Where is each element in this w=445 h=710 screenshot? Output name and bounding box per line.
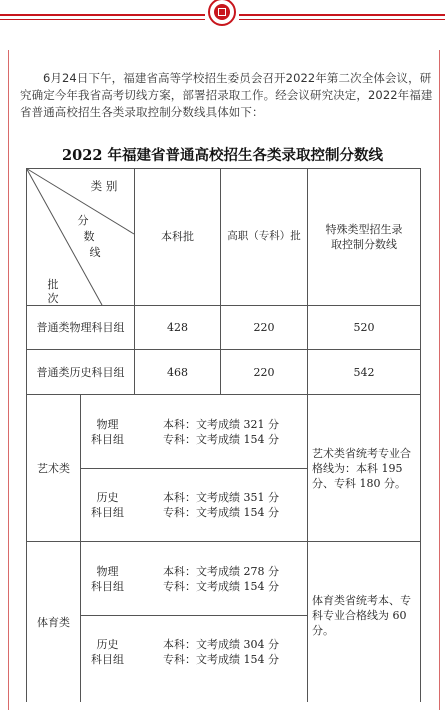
diag-batch-char: 批 — [47, 277, 59, 291]
table-title: 2022 年福建省普通高校招生各类录取控制分数线 — [62, 147, 383, 164]
score-special-history: 542 — [353, 365, 375, 379]
art-note: 艺术类省统考专业合格线为：本科 195 分、专科 180 分。 — [312, 446, 411, 490]
col-divider — [307, 168, 308, 702]
sports-physics-zhuanke: 专科：文考成绩 154 分 — [163, 579, 279, 593]
art-history-zhuanke: 专科：文考成绩 154 分 — [163, 506, 279, 519]
score-table — [26, 168, 421, 702]
col-header-special: 特殊类型招生录取控制分数线 — [325, 222, 403, 251]
intro-paragraph: 6月24日下午，福建省高等学校招生委员会召开2022年第二次全体会议，研究确定今年我省高考切线方案，部署招录取工作。经会议研究决定，2022年福建省普通高校招生各类录取控制分数线具体如下： — [20, 71, 433, 119]
art-history-label: 历史 科目组 — [91, 491, 124, 519]
emblem-icon — [205, 0, 239, 30]
col-header-benke: 本科批 — [161, 230, 194, 243]
sports-note: 体育类省统考本、专科专业合格线为 60 分。 — [312, 593, 411, 637]
art-category-label: 艺术类 — [37, 461, 70, 475]
art-physics-zhuanke: 专科：文考成绩 154 分 — [163, 432, 279, 446]
score-benke-history: 468 — [167, 365, 188, 379]
row-label-history: 普通类历史科目组 — [36, 365, 125, 379]
diag-score-char: 分 — [77, 213, 89, 227]
sports-history-scores — [135, 616, 307, 688]
score-gaozhi-history: 220 — [253, 365, 275, 379]
art-history-benke: 本科：文考成绩 351 分 — [163, 491, 279, 504]
row-label-physics: 普通类物理科目组 — [36, 321, 125, 334]
art-physics-benke: 本科：文考成绩 321 分 — [163, 417, 279, 431]
score-gaozhi-physics: 220 — [253, 321, 275, 334]
col-header-gaozhi: 高职（专科）批 — [227, 230, 301, 242]
sports-physics-label: 物理 科目组 — [91, 564, 124, 593]
score-special-physics: 520 — [353, 321, 375, 334]
score-benke-physics: 428 — [167, 321, 188, 334]
sports-physics-benke: 本科：文考成绩 278 分 — [163, 564, 279, 578]
diag-score-char: 数 — [83, 229, 95, 243]
sports-history-zhuanke: 专科：文考成绩 154 分 — [163, 653, 279, 666]
sports-history-label: 历史 科目组 — [91, 638, 124, 666]
art-history-scores — [135, 469, 307, 541]
sports-history-benke: 本科：文考成绩 304 分 — [163, 638, 279, 651]
sports-category-label: 体育类 — [37, 615, 70, 629]
diag-score-char: 线 — [89, 245, 101, 259]
sports-physics-scores — [135, 542, 307, 615]
art-physics-scores — [135, 395, 307, 468]
table-border-right — [420, 168, 421, 702]
diag-batch-char: 次 — [47, 291, 59, 305]
art-physics-label: 物理 科目组 — [91, 417, 124, 446]
diag-category-label: 类 别 — [90, 178, 118, 193]
header-band — [0, 0, 445, 30]
